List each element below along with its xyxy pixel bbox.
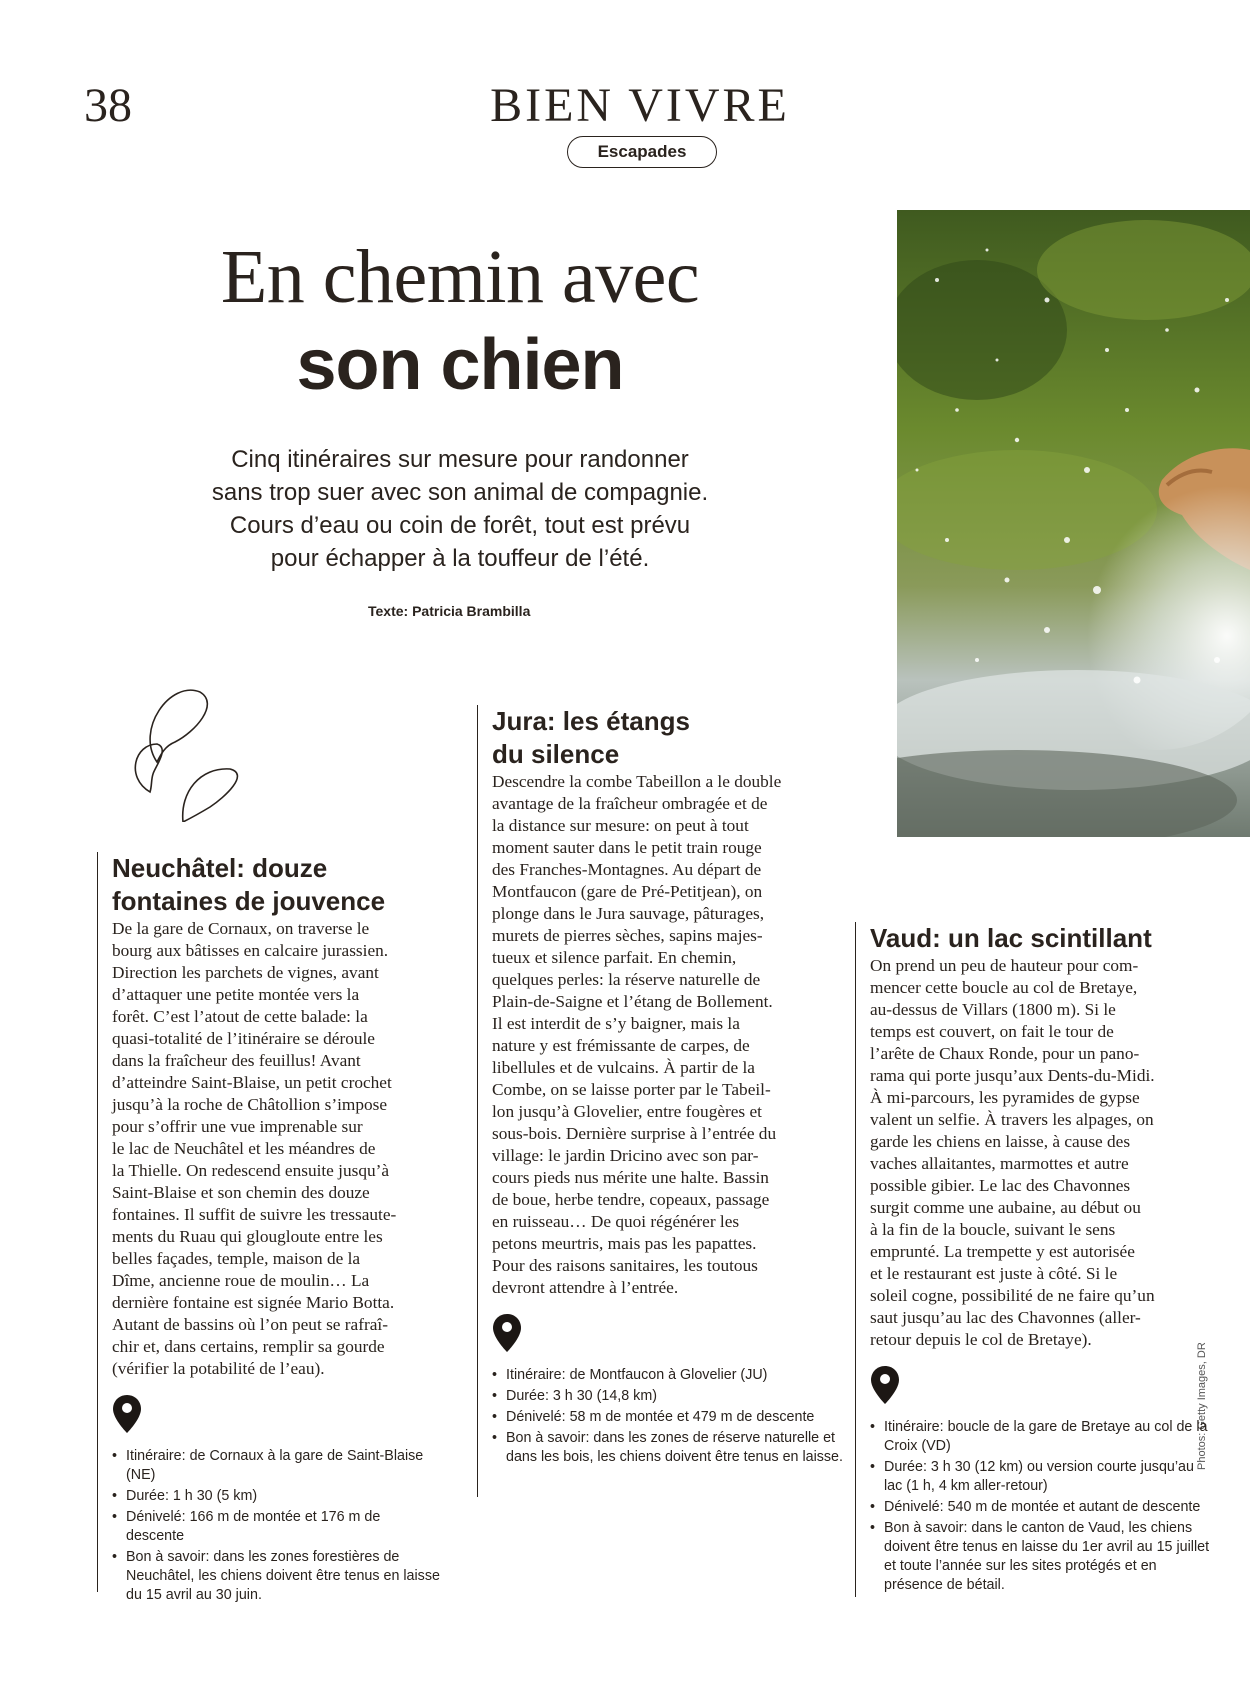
body-line: belles façades, temple, maison de la xyxy=(112,1249,361,1268)
body-line: valent un selfie. À travers les alpages, on xyxy=(870,1110,1154,1129)
route-heading xyxy=(870,922,1210,955)
body-line: murets de pierres sèches, sapins majes- xyxy=(492,926,763,945)
body-line: forêt. C’est l’atout de cette balade: la xyxy=(112,1007,368,1026)
info-itinerary: • Itinéraire: de Montfaucon à Glovelier (JU) xyxy=(492,1366,847,1385)
body-line: retour depuis le col de Bretaye). xyxy=(870,1330,1092,1349)
body-line: en ruisseau… De quoi régénérer les xyxy=(492,1212,740,1231)
body-line: quasi-totalité de l’itinéraire se déroule xyxy=(112,1029,375,1048)
body-line: jusqu’à la roche de Châtollion s’impose xyxy=(112,1095,387,1114)
route-heading xyxy=(112,852,442,918)
byline: Texte: Patricia Brambilla xyxy=(368,603,531,619)
dog-splash-photo xyxy=(897,210,1250,837)
route-heading-line: Neuchâtel: douze xyxy=(112,853,328,883)
body-line: bourg aux bâtisses en calcaire jurassien. xyxy=(112,941,389,960)
body-line: plonge dans le Jura sauvage, pâturages, xyxy=(492,904,765,923)
route-body xyxy=(112,918,442,1380)
body-line: possible gibier. Le lac des Chavonnes xyxy=(870,1176,1131,1195)
body-line: d’attaquer une petite montée vers la xyxy=(112,985,360,1004)
route-info-list xyxy=(112,1447,442,1605)
body-line: cours pieds nus mérite une halte. Bassin xyxy=(492,1168,769,1187)
body-line: Il est interdit de s’y baigner, mais la xyxy=(492,1014,740,1033)
hero-photo xyxy=(897,210,1250,837)
body-line: tueux et silence parfait. En chemin, xyxy=(492,948,737,967)
body-line: pour s’offrir une vue imprenable sur xyxy=(112,1117,363,1136)
body-line: De la gare de Cornaux, on traverse le xyxy=(112,919,370,938)
body-line: emprunté. La trempette y est autorisée xyxy=(870,1242,1135,1261)
route-heading-line: Vaud: un lac scintillant xyxy=(870,923,1152,953)
route-heading-line: Jura: les étangs xyxy=(492,706,690,736)
info-itinerary: • Itinéraire: de Cornaux à la gare de Saint-Blaise (NE) xyxy=(112,1447,442,1485)
body-line: Dîme, ancienne roue de moulin… La xyxy=(112,1271,370,1290)
route-heading xyxy=(492,705,847,771)
body-line: (vérifier la potabilité de l’eau). xyxy=(112,1359,325,1378)
body-line: soleil cogne, possibilité de ne faire qu’un xyxy=(870,1286,1155,1305)
body-line: chir et, dans certains, remplir sa gourde xyxy=(112,1337,385,1356)
body-line: garde les chiens en laisse, à cause des xyxy=(870,1132,1131,1151)
body-line: rama qui porte jusqu’aux Dents-du-Midi. xyxy=(870,1066,1155,1085)
info-duration: • Durée: 1 h 30 (5 km) xyxy=(112,1487,442,1506)
body-line: moment sauter dans le petit train rouge xyxy=(492,838,762,857)
info-elevation: • Dénivelé: 540 m de montée et autant de descente xyxy=(870,1498,1210,1517)
route-heading-line: du silence xyxy=(492,739,620,769)
body-line: saut jusqu’au lac des Chavonnes (aller- xyxy=(870,1308,1141,1327)
body-line: avantage de la fraîcheur ombragée et de xyxy=(492,794,768,813)
drop-icon xyxy=(135,744,162,792)
subsection-badge: Escapades xyxy=(567,136,717,168)
info-elevation: • Dénivelé: 166 m de montée et 176 m de descente xyxy=(112,1508,442,1546)
body-line: Plain-de-Saigne et l’étang de Bollement. xyxy=(492,992,773,1011)
photo-credit: Photos: Getty Images, DR xyxy=(1196,1342,1208,1470)
route-info-list xyxy=(492,1366,847,1467)
info-duration: • Durée: 3 h 30 (14,8 km) xyxy=(492,1387,847,1406)
body-line: petons meurtris, mais pas les papattes. xyxy=(492,1234,757,1253)
body-line: au-dessus de Villars (1800 m). Si le xyxy=(870,1000,1116,1019)
lead-line: Cours d’eau ou coin de forêt, tout est prévu xyxy=(229,512,691,539)
info-elevation: • Dénivelé: 58 m de montée et 479 m de descente xyxy=(492,1408,847,1427)
location-pin-icon xyxy=(492,1313,522,1353)
body-line: surgit comme une aubaine, au début ou xyxy=(870,1198,1141,1217)
lead-line: sans trop suer avec son animal de compagnie. xyxy=(211,479,709,506)
info-itinerary: • Itinéraire: boucle de la gare de Bretaye au col de la Croix (VD) xyxy=(870,1418,1210,1456)
page-number: 38 xyxy=(84,79,132,132)
body-line: à la fin de la boucle, suivant le sens xyxy=(870,1220,1116,1239)
body-line: la Thielle. On redescend ensuite jusqu’à xyxy=(112,1161,390,1180)
headline-line-2: son chien xyxy=(296,325,624,405)
body-line: sous-bois. Dernière surprise à l’entrée du xyxy=(492,1124,777,1143)
body-line: Saint-Blaise et son chemin des douze xyxy=(112,1183,370,1202)
route-body xyxy=(870,955,1210,1351)
body-line: la distance sur mesure: on peut à tout xyxy=(492,816,749,835)
body-line: devront attendre à l’entrée. xyxy=(492,1278,679,1297)
body-line: d’atteindre Saint-Blaise, un petit crochet xyxy=(112,1073,392,1092)
body-line: À mi-parcours, les pyramides de gypse xyxy=(870,1088,1140,1107)
body-line: Autant de bassins où l’on peut se rafraî- xyxy=(112,1315,388,1334)
route-heading-line: fontaines de jouvence xyxy=(112,886,386,916)
body-line: dans la fraîcheur des feuillus! Avant xyxy=(112,1051,361,1070)
body-line: On prend un peu de hauteur pour com- xyxy=(870,956,1139,975)
body-line: vaches allaitantes, marmottes et autre xyxy=(870,1154,1129,1173)
drop-icon xyxy=(150,690,207,762)
body-line: mencer cette boucle au col de Bretaye, xyxy=(870,978,1138,997)
body-line: libellules et de vulcains. À partir de la xyxy=(492,1058,755,1077)
lead-line: Cinq itinéraires sur mesure pour randonner xyxy=(231,446,689,473)
body-line: et le restaurant est juste à côté. Si le xyxy=(870,1264,1118,1283)
body-line: nature y est frémissante de carpes, de xyxy=(492,1036,750,1055)
body-line: des Franches-Montagnes. Au départ de xyxy=(492,860,762,879)
body-line: le lac de Neuchâtel et les méandres de xyxy=(112,1139,376,1158)
body-line: temps est couvert, on fait le tour de xyxy=(870,1022,1114,1041)
water-drops-decoration xyxy=(125,672,245,822)
route-body xyxy=(492,771,847,1299)
route-info-list xyxy=(870,1418,1210,1595)
info-tip: • Bon à savoir: dans les zones de réserve naturelle et dans les bois, les chiens doivent être tenus en laisse. xyxy=(492,1429,847,1467)
lead-paragraph xyxy=(150,443,770,575)
body-line: lon jusqu’à Glovelier, entre fougères et xyxy=(492,1102,762,1121)
drop-icon xyxy=(183,769,238,822)
body-line: dernière fontaine est signée Mario Botta. xyxy=(112,1293,395,1312)
route-vaud xyxy=(855,922,1210,1597)
body-line: Montfaucon (gare de Pré-Petitjean), on xyxy=(492,882,763,901)
body-line: l’arête de Chaux Ronde, pour un pano- xyxy=(870,1044,1140,1063)
body-line: fontaines. Il suffit de suivre les tressaute- xyxy=(112,1205,397,1224)
location-pin-icon xyxy=(870,1365,900,1405)
info-tip: • Bon à savoir: dans le canton de Vaud, les chiens doivent être tenus en laisse du 1er avril au 15 juillet et toute l’année sur les sites protégés et en présence de bétail. xyxy=(870,1519,1210,1595)
body-line: Descendre la combe Tabeillon a le double xyxy=(492,772,782,791)
body-line: village: le jardin Dricino avec son par- xyxy=(492,1146,759,1165)
body-line: Direction les parchets de vignes, avant xyxy=(112,963,379,982)
info-tip: • Bon à savoir: dans les zones forestières de Neuchâtel, les chiens doivent être tenus en laisse du 15 avril au 30 juin. xyxy=(112,1548,442,1605)
body-line: de boue, herbe tendre, copeaux, passage xyxy=(492,1190,770,1209)
body-line: Pour des raisons sanitaires, les toutous xyxy=(492,1256,758,1275)
info-duration: • Durée: 3 h 30 (12 km) ou version courte jusqu’au lac (1 h, 4 km aller-retour) xyxy=(870,1458,1210,1496)
body-line: quelques perles: la réserve naturelle de xyxy=(492,970,761,989)
route-neuchatel xyxy=(97,852,442,1603)
body-line: ments du Ruau qui glougloute entre les xyxy=(112,1227,383,1246)
lead-line: pour échapper à la touffeur de l’été. xyxy=(270,545,650,572)
headline-line-1: En chemin avec xyxy=(220,235,700,319)
route-jura xyxy=(477,705,847,1497)
body-line: Combe, on se laisse porter par le Tabeil- xyxy=(492,1080,771,1099)
location-pin-icon xyxy=(112,1394,142,1434)
section-title: BIEN VIVRE xyxy=(490,79,790,132)
